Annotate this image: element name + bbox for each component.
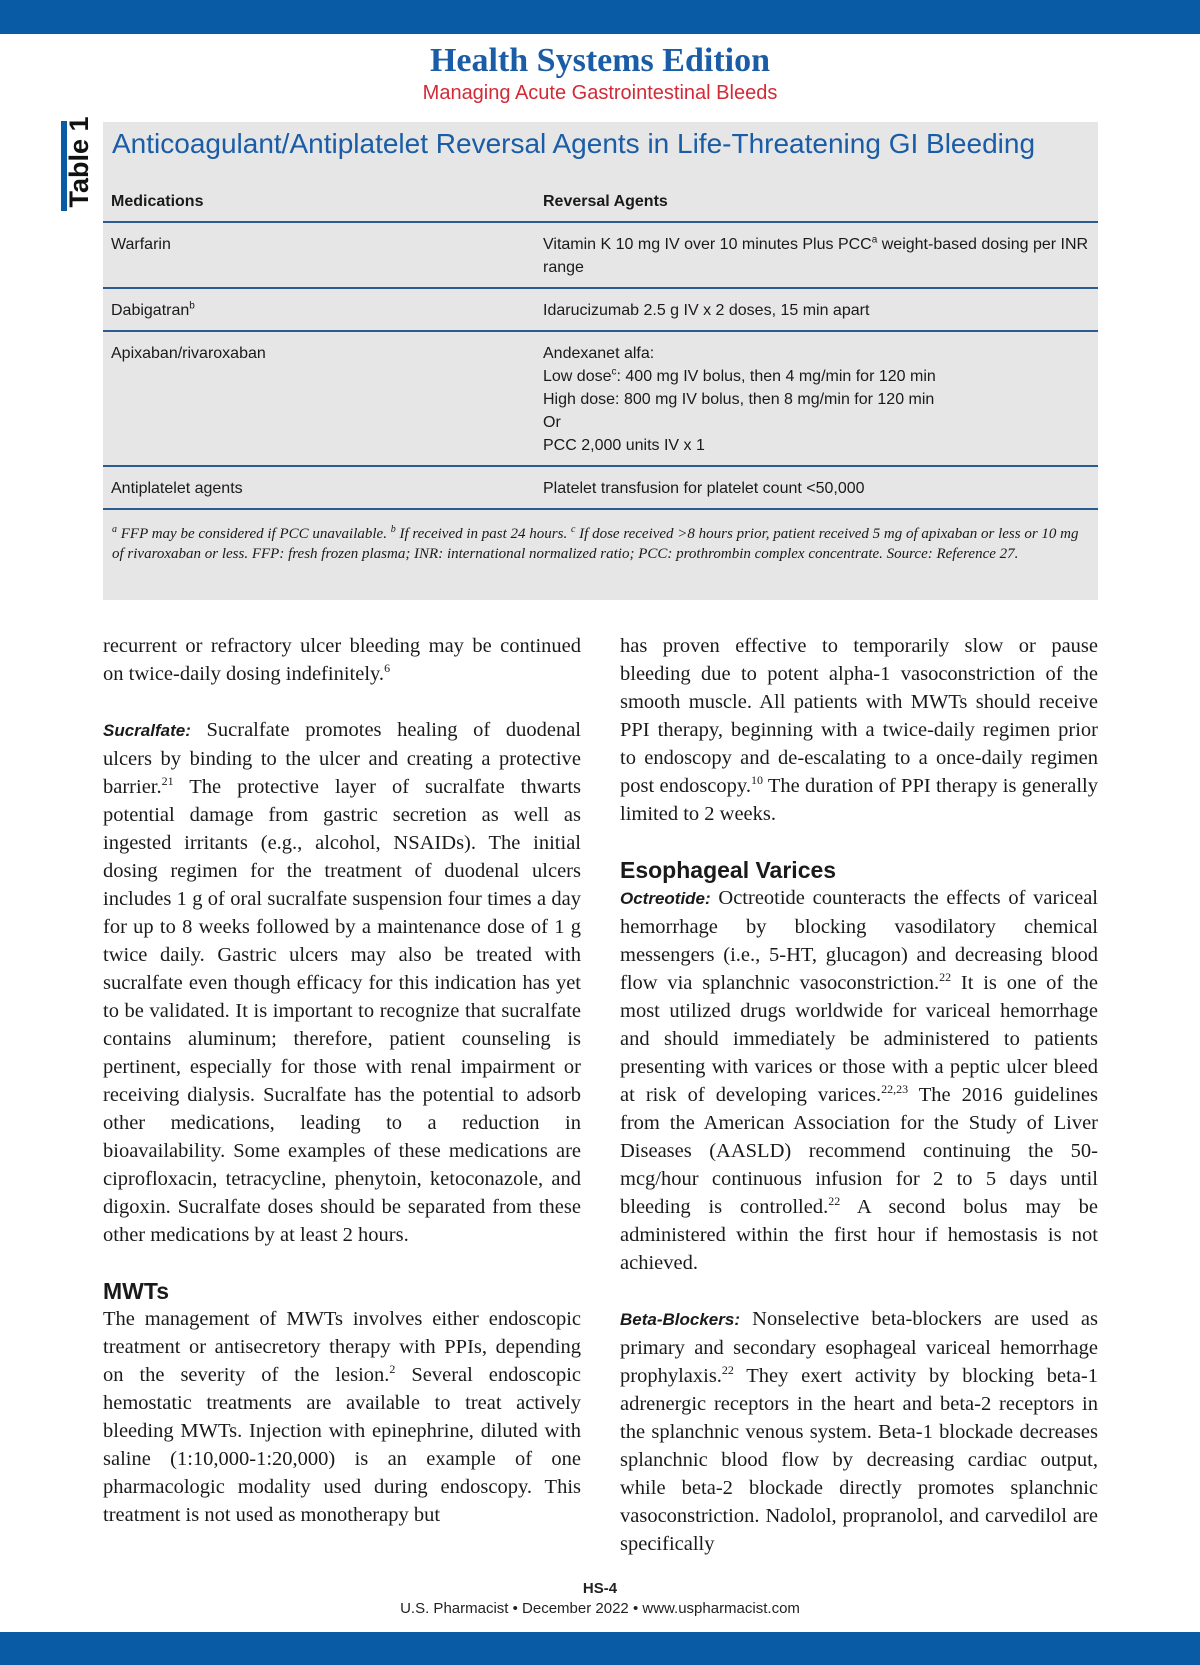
table-label: Table 1 bbox=[64, 116, 94, 208]
article-subtitle: Managing Acute Gastrointestinal Bleeds bbox=[422, 82, 778, 104]
table-row bbox=[103, 222, 1098, 288]
right-column bbox=[620, 632, 1098, 1586]
section-heading-mwts: MWTs bbox=[103, 1278, 170, 1304]
table-title: Anticoagulant/Antiplatelet Reversal Agents in Life-Threatening GI Bleeding bbox=[112, 128, 1036, 159]
medication-cell: Warfarin bbox=[103, 222, 535, 288]
publication-line: U.S. Pharmacist • December 2022 • www.uspharmacist.com bbox=[400, 1600, 800, 1617]
medication-cell: Apixaban/rivaroxaban bbox=[103, 331, 535, 466]
medication-cell: Dabigatran$^b$ bbox=[103, 288, 535, 331]
edition-title: Health Systems Edition bbox=[429, 42, 771, 79]
bottom-banner-bar bbox=[0, 1632, 1200, 1665]
reversal-cell: Vitamin K 10 mg IV over 10 minutes Plus PCC$^a$ weight-based dosing per INR range bbox=[535, 222, 1098, 288]
reversal-cell: Platelet transfusion for platelet count <50,000 bbox=[535, 466, 1098, 509]
top-banner-bar bbox=[0, 0, 1200, 34]
table-header-row bbox=[103, 186, 1098, 222]
page-number: HS-4 bbox=[582, 1580, 618, 1597]
reversal-agents-table bbox=[103, 186, 1098, 510]
section-heading-esophageal-varices: Esophageal Varices bbox=[620, 857, 837, 883]
table-row bbox=[103, 288, 1098, 331]
table-row bbox=[103, 331, 1098, 466]
col-header-medications: Medications bbox=[103, 186, 535, 222]
medication-cell: Antiplatelet agents bbox=[103, 466, 535, 509]
table-footnote: $^a$ FFP may be considered if PCC unavailable. $^b$ If received in past 24 hours. $^c$ If dose received >8 hours prior, patient received 5 mg of apixaban or less or 10 mg of rivaroxaban or less. FFP: fresh frozen plasma; INR: international normalized ratio; PCC: prothrombin complex concentrate. Source: Reference 27. bbox=[112, 524, 1079, 562]
reversal-cell: Idarucizumab 2.5 g IV x 2 doses, 15 min apart bbox=[535, 288, 1098, 331]
paragraph: has proven effective to temporarily slow or pause bleeding due to potent alpha-1 vasoconstriction of the smooth muscle. All patients with MWTs should receive PPI therapy, beginning with a twice-daily regimen prior to endoscopy and de-escalating to a once-daily regimen post endoscopy.$^{10}$ The duration of PPI therapy is generally limited to 2 weeks. bbox=[620, 635, 1098, 825]
reversal-cell: Andexanet alfa: Low dose$^c$: 400 mg IV bolus, then 4 mg/min for 120 min High dose: 800 mg IV bolus, then 8 mg/min for 120 min Or PCC 2,000 units IV x 1 bbox=[535, 331, 1098, 466]
table-row bbox=[103, 466, 1098, 509]
paragraph-beta-blockers: Beta-Blockers: Nonselective beta-blockers are used as primary and secondary esophageal variceal hemorrhage prophylaxis.$^{22}$ They exert activity by blocking beta-1 adrenergic receptors in the heart and beta-2 receptors in the splanchnic venous system. Beta-1 blockade decreases splanchnic blood flow by decreasing cardiac output, while beta-2 blockade directly promotes splanchnic vasoconstriction. Nadolol, propranolol, and carvedilol are specifically bbox=[620, 1308, 1098, 1555]
paragraph-sucralfate: Sucralfate: Sucralfate promotes healing of duodenal ulcers by binding to the ulcer and creating a protective barrier.$^{21}$ The protective layer of sucralfate thwarts potential damage from gastric secretion as well as ingested irritants (e.g., alcohol, NSAIDs). The initial dosing regimen for the treatment of duodenal ulcers includes 1 g of oral sucralfate suspension four times a day for up to 8 weeks followed by a maintenance dose of 1 g twice daily. Gastric ulcers may also be treated with sucralfate even though efficacy for this indication has yet to be validated. It is important to recognize that sucralfate contains aluminum; therefore, patient counseling is pertinent, especially for those with renal impairment or receiving dialysis. Sucralfate has the potential to adsorb other medications, leading to a reduction in bioavailability. Some examples of these medications are ciprofloxacin, tetracycline, phenytoin, ketoconazole, and digoxin. Sucralfate doses should be separated from these other medications by at least 2 hours. bbox=[103, 719, 581, 1246]
col-header-reversal-agents: Reversal Agents bbox=[535, 186, 1098, 222]
left-column bbox=[103, 632, 581, 1557]
paragraph-mwts: The management of MWTs involves either endoscopic treatment or antisecretory therapy with PPIs, depending on the severity of the lesion.$^2$ Several endoscopic hemostatic treatments are available to treat actively bleeding MWTs. Injection with epinephrine, diluted with saline (1:10,000-1:20,000) is an example of one pharmacologic modality used during endoscopy. This treatment is not used as monotherapy but bbox=[103, 1308, 581, 1526]
paragraph: recurrent or refractory ulcer bleeding may be continued on twice-daily dosing indefinitely.$^6$ bbox=[103, 635, 581, 685]
paragraph-octreotide: Octreotide: Octreotide counteracts the effects of variceal hemorrhage by blocking vasodilatory chemical messengers (i.e., 5-HT, glucagon) and decreasing blood flow via splanchnic vasoconstriction.$^{22}$ It is one of the most utilized drugs worldwide for variceal hemorrhage and should immediately be administered to patients presenting with varices or those with a peptic ulcer bleed at risk of developing varices.$^{22,23}$ The 2016 guidelines from the American Association for the Study of Liver Diseases (AASLD) recommend continuing the 50-mcg/hour continuous infusion for 2 to 5 days until bleeding is controlled.$^{22}$ A second bolus may be administered within the first hour if hemostasis is not achieved. bbox=[620, 887, 1098, 1274]
